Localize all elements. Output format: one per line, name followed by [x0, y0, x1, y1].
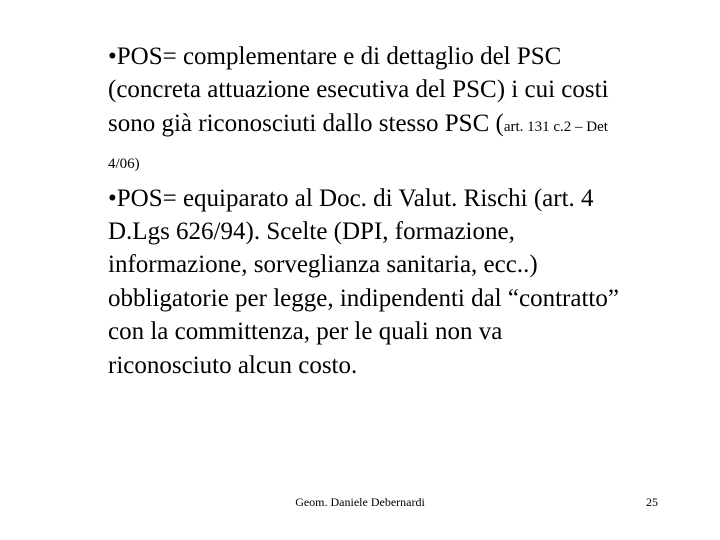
bullet-pos-dvr — [108, 182, 628, 382]
bullet-pos-dvr-text: •POS= equiparato al Doc. di Valut. Rischi (art. 4 D.Lgs 626/94). Scelte (DPI, formazione, informazione, sorveglianza sanitaria, ecc..) obbligatorie per legge, indipendenti dal “contratto” con la committenza, per le quali non va riconosciuto alcun costo. — [108, 184, 619, 379]
bullet-pos-psc-reference: art. 131 c.2 – Det 4/06) — [108, 118, 608, 173]
bullet-pos-psc-text: •POS= complementare e di dettaglio del PSC (concreta attuazione esecutiva del PSC) i cui costi sono già riconosciuti dallo stesso PSC ( — [108, 43, 609, 137]
page-number: 25 — [646, 495, 658, 509]
footer-author: Geom. Daniele Debernardi — [295, 495, 425, 509]
bullet-pos-psc — [108, 40, 628, 182]
slide-body — [108, 40, 628, 382]
